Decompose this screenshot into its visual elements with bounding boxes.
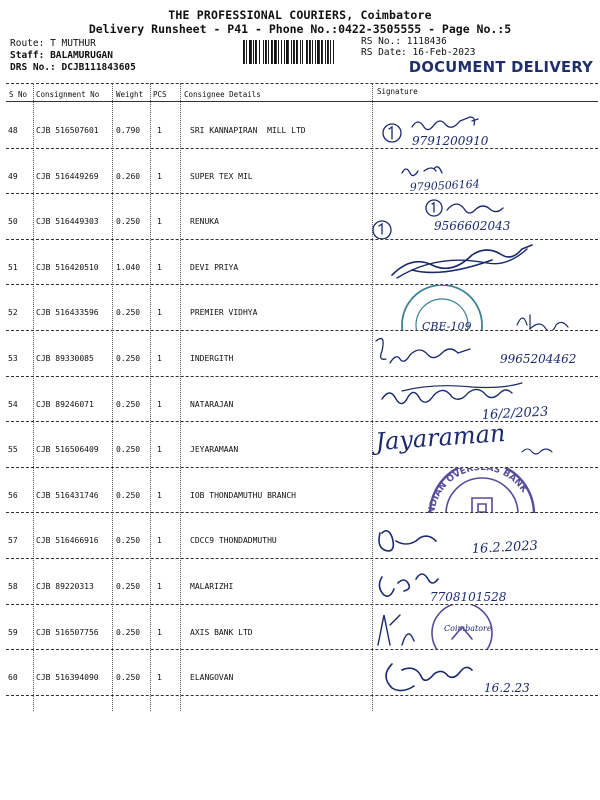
barcode-bar: [317, 40, 320, 64]
signature-text: 9965204462: [500, 352, 577, 366]
table-row: [0, 331, 600, 376]
signature-text: CBE-109: [422, 320, 472, 331]
row-pcs: 1: [157, 673, 162, 683]
signature-cell: [372, 194, 596, 239]
row-weight: 0.250: [116, 673, 141, 683]
signature-text: Jayaraman: [374, 422, 507, 457]
signature-cell: [372, 605, 596, 650]
row-weight: 0.250: [116, 490, 141, 500]
signature-cell: [372, 331, 596, 376]
drs-label: DRS No.:: [10, 62, 56, 73]
row-weight: 1.040: [116, 262, 141, 272]
barcode-bar: [315, 40, 316, 64]
handwritten-signature: [372, 422, 596, 467]
row-consignment-no: CJB 516433596: [36, 308, 99, 318]
row-sno: 49: [8, 171, 18, 181]
route-value: T MUTHUR: [50, 38, 96, 49]
barcode-bar: [327, 40, 329, 64]
barcode-bar: [330, 40, 331, 64]
header-pcs: PCS: [153, 90, 167, 99]
row-pcs: 1: [157, 217, 162, 227]
handwritten-signature: [372, 285, 596, 330]
handwritten-signature: [372, 240, 596, 285]
row-consignment-no: CJB 516431746: [36, 490, 99, 500]
table-top-rule: [6, 83, 598, 84]
row-weight: 0.250: [116, 399, 141, 409]
handwritten-signature: [372, 513, 596, 558]
staff-info: [10, 50, 113, 61]
signature-text: 16.2.23: [484, 681, 530, 696]
row-consignment-no: CJB 516449303: [36, 217, 99, 227]
barcode-bar: [291, 40, 292, 64]
barcode-bar: [253, 40, 254, 64]
row-weight: 0.260: [116, 171, 141, 181]
table-row: [0, 513, 600, 558]
row-consignment-no: CJB 516420510: [36, 262, 99, 272]
handwritten-signature: [372, 194, 596, 239]
signature-cell: [372, 285, 596, 330]
row-consignee: SRI KANNAPIRAN MILL LTD: [190, 126, 306, 135]
row-consignee: IOB THONDAMUTHU BRANCH: [190, 490, 296, 500]
barcode-bar: [286, 40, 289, 64]
seal-text: NDIAN OVERSEAS BANK: [427, 467, 529, 513]
route-label: Route:: [10, 38, 45, 49]
table-header-rule: [6, 101, 598, 102]
barcode-bar: [281, 40, 282, 64]
barcode: [243, 40, 355, 64]
table-row: [0, 605, 600, 650]
row-consignment-no: CJB 516507601: [36, 126, 99, 135]
signature-cell: [372, 377, 596, 422]
barcode-bar: [284, 40, 285, 64]
row-weight: 0.250: [116, 217, 141, 227]
row-sno: 50: [8, 217, 18, 227]
signature-text: 7708101528: [430, 590, 507, 604]
handwritten-signature: [372, 377, 596, 422]
row-consignee: INDERGITH: [190, 354, 234, 363]
row-pcs: 1: [157, 627, 162, 637]
header-signature: Signature: [377, 87, 418, 96]
row-sno: 54: [8, 399, 18, 409]
row-sno: 53: [8, 354, 18, 363]
table-row: [0, 240, 600, 285]
handwritten-signature: [372, 559, 596, 604]
row-consignee: CDCC9 THONDADMUTHU: [190, 536, 277, 546]
barcode-bar: [300, 40, 301, 64]
signature-cell: [372, 103, 596, 148]
header-weight: Weight: [116, 90, 144, 99]
barcode-bar: [274, 40, 277, 64]
signature-text: 16/2/2023: [481, 404, 549, 422]
barcode-bar: [263, 40, 264, 64]
rs-no-info: [361, 36, 447, 47]
barcode-bar: [249, 40, 252, 64]
barcode-bar: [268, 40, 269, 64]
barcode-bar: [265, 40, 267, 64]
row-weight: 0.250: [116, 308, 141, 318]
handwritten-signature: [372, 103, 596, 148]
handwritten-signature: [372, 331, 596, 376]
row-sno: 52: [8, 308, 18, 318]
barcode-bar: [312, 40, 313, 64]
barcode-bar: [278, 40, 279, 64]
barcode-bar: [325, 40, 326, 64]
rs-date-label: RS Date:: [361, 47, 407, 58]
row-consignment-no: CJB 89246071: [36, 399, 94, 409]
barcode-bar: [255, 40, 257, 64]
row-consignment-no: CJB 516506409: [36, 445, 99, 455]
barcode-bar: [321, 40, 323, 64]
document-subtitle: Delivery Runsheet - P41 - Phone No.:0422-3505555 - Page No.:5: [88, 22, 512, 36]
row-pcs: 1: [157, 126, 162, 135]
rs-date-info: [361, 47, 475, 58]
row-sno: 59: [8, 627, 18, 637]
drs-info: [10, 62, 136, 73]
row-sno: 55: [8, 445, 18, 455]
signature-text: Coimbatore: [444, 623, 492, 633]
row-consignment-no: CJB 516394090: [36, 673, 99, 683]
row-consignment-no: CJB 89220313: [36, 582, 94, 591]
barcode-bar: [293, 40, 295, 64]
route-info: [10, 38, 96, 49]
header-consignment-no: Consignment No: [36, 90, 100, 99]
row-weight: 0.790: [116, 126, 141, 135]
signature-cell: [372, 650, 596, 695]
table-row: [0, 422, 600, 467]
row-sno: 60: [8, 673, 18, 683]
signature-text: 9790506164: [409, 176, 481, 194]
staff-value: BALAMURUGAN: [50, 50, 113, 61]
document-delivery-stamp: DOCUMENT DELIVERY: [408, 58, 594, 76]
row-consignee: DEVI PRIYA: [190, 262, 239, 272]
row-consignment-no: CJB 516449269: [36, 171, 99, 181]
row-consignee: JEYARAMAAN: [190, 445, 239, 455]
row-sno: 48: [8, 126, 18, 135]
signature-cell: [372, 240, 596, 285]
row-consignee: MALARIZHI: [190, 582, 234, 591]
signature-cell: [372, 513, 596, 558]
row-weight: 0.250: [116, 627, 141, 637]
header-sno: S No: [9, 90, 28, 99]
handwritten-signature: [372, 149, 596, 194]
signature-cell: [372, 559, 596, 604]
header-consignee-details: Consignee Details: [184, 90, 261, 99]
barcode-bar: [271, 40, 273, 64]
barcode-bar: [296, 40, 298, 64]
handwritten-signature: [372, 605, 596, 650]
barcode-bar: [333, 40, 334, 64]
row-pcs: 1: [157, 582, 162, 591]
signature-text: 9566602043: [434, 219, 511, 234]
row-pcs: 1: [157, 536, 162, 546]
row-sno: 58: [8, 582, 18, 591]
row-pcs: 1: [157, 354, 162, 363]
table-row: [0, 377, 600, 422]
row-consignee: NATARAJAN: [190, 399, 234, 409]
rs-no-value: 1118436: [406, 36, 447, 47]
rs-no-label: RS No.:: [361, 36, 402, 47]
row-consignment-no: CJB 89330085: [36, 354, 94, 363]
signature-cell: [372, 149, 596, 194]
table-row: [0, 650, 600, 695]
row-consignment-no: CJB 516466916: [36, 536, 99, 546]
row-pcs: 1: [157, 399, 162, 409]
row-consignment-no: CJB 516507756: [36, 627, 99, 637]
row-pcs: 1: [157, 171, 162, 181]
rs-date-value: 16-Feb-2023: [412, 47, 476, 58]
barcode-bar: [302, 40, 303, 64]
document-title: THE PROFESSIONAL COURIERS, Coimbatore: [168, 8, 432, 22]
row-consignee: ELANGOVAN: [190, 673, 234, 683]
row-consignee: PREMIER VIDHYA: [190, 308, 258, 318]
table-row: [0, 194, 600, 239]
handwritten-signature: [372, 650, 596, 695]
table-row: [0, 559, 600, 604]
row-sno: 57: [8, 536, 18, 546]
row-consignee: SUPER TEX MIL: [190, 171, 253, 181]
row-pcs: 1: [157, 262, 162, 272]
table-row: [0, 285, 600, 330]
table-row: [0, 103, 600, 148]
row-weight: 0.250: [116, 354, 141, 363]
row-sno: 56: [8, 490, 18, 500]
row-weight: 0.250: [116, 445, 141, 455]
row-consignee: RENUKA: [190, 217, 219, 227]
table-row: [0, 468, 600, 513]
row-pcs: 1: [157, 308, 162, 318]
row-pcs: 1: [157, 445, 162, 455]
barcode-bar: [259, 40, 260, 64]
barcode-bar: [306, 40, 308, 64]
signature-text: 9791200910: [412, 134, 489, 148]
row-weight: 0.250: [116, 536, 141, 546]
barcode-bar: [243, 40, 245, 64]
drs-value: DCJB111843605: [61, 62, 136, 73]
signature-text: 16.2.2023: [471, 538, 539, 558]
row-pcs: 1: [157, 490, 162, 500]
staff-label: Staff:: [10, 50, 45, 61]
row-consignee: AXIS BANK LTD: [190, 627, 253, 637]
signature-cell: [372, 468, 596, 513]
barcode-bar: [309, 40, 311, 64]
barcode-bar: [246, 40, 247, 64]
handwritten-signature: [372, 468, 596, 513]
table-row: [0, 149, 600, 194]
row-sno: 51: [8, 262, 18, 272]
row-weight: 0.250: [116, 582, 141, 591]
row-divider: [6, 695, 598, 696]
signature-cell: [372, 422, 596, 467]
